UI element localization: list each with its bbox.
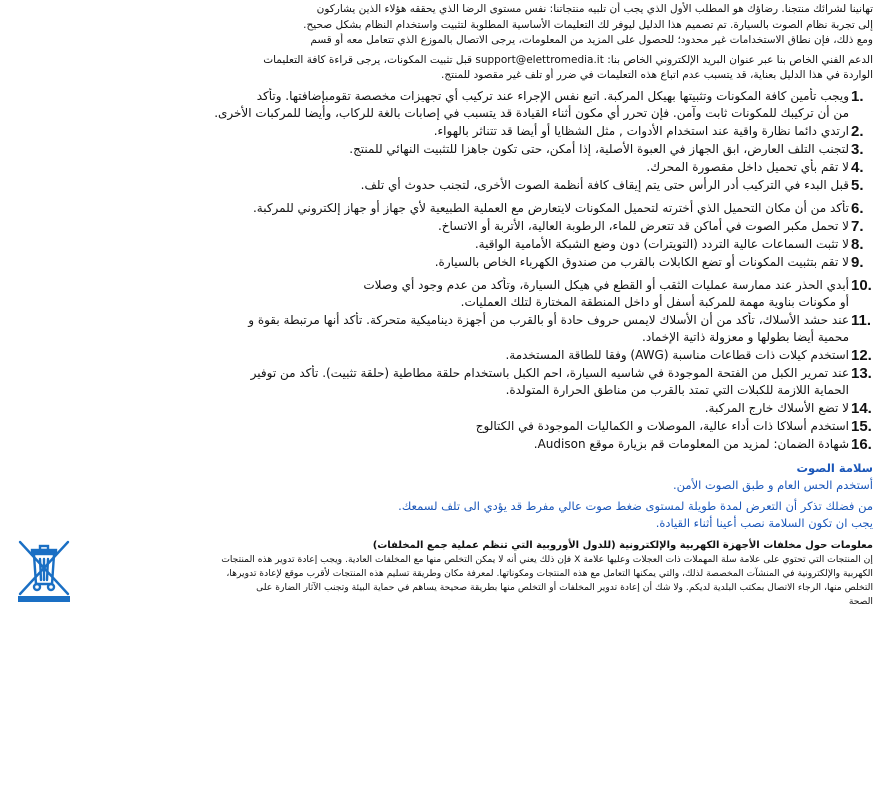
instruction-text	[10, 200, 849, 217]
instruction-number: 13.	[851, 364, 872, 382]
instruction-text	[10, 254, 849, 271]
instruction-line: لا تقم بتثبيت المكونات أو تضع الكابلات بالقرب من صندوق الكهرباء الخاص بالسيارة.	[434, 254, 849, 269]
instruction-item	[10, 365, 873, 399]
instruction-item	[10, 236, 873, 253]
weee-line: التخلص منها، الرجاء الاتصال بمكتب البلدية لديكم. ولا شك أن إعادة تدوير المخلفات أو التخلص منها بطريقة صحيحة يساهم في حماية البيئة وتجنب الآثار الضارة على	[256, 582, 873, 594]
instruction-line: قبل البدء في التركيب أدر الرأس حتى يتم إيقاف كافة أنظمة الصوت الأخرى، لتجنب حدوث أي تلف.	[360, 177, 849, 192]
instruction-number: 3.	[851, 140, 864, 158]
crossed-bin-icon	[10, 538, 78, 604]
instruction-line: لا تقم بأي تحميل داخل مقصورة المحرك.	[646, 159, 849, 174]
weee-text	[84, 538, 873, 610]
instruction-item	[10, 418, 873, 435]
instruction-line: عند حشد الأسلاك، تأكد من أن الأسلاك لايمس حروف حادة أو بالقرب من أجهزة ديناميكية متحركة. تأكد أنها مرتبطة بقوة و	[248, 312, 849, 327]
instruction-line: ويجب تأمين كافة المكونات وتثبيتها بهيكل المركبة. اتبع نفس الإجراء عند تركيب أي تجهيزات مخصصة تقومبإضافتها. وتأكد	[256, 88, 849, 103]
sound-safety-line: يجب ان تكون السلامة نصب أعينا أثناء القيادة.	[655, 515, 873, 530]
instruction-text	[10, 236, 849, 253]
instruction-text	[10, 400, 849, 417]
instruction-number: 12.	[851, 346, 872, 364]
instruction-item	[10, 218, 873, 235]
instruction-text	[10, 418, 849, 435]
intro-line: تهانينا لشرائك منتجنا. رضاؤك هو المطلب الأول الذي يجب أن تلبيه منتجاتنا: نفس مستوى الرضا الذي يحققه هؤلاء الذين يشاركون	[316, 3, 873, 15]
instruction-item	[10, 277, 873, 311]
instruction-line: لا تحمل مكبر الصوت في أماكن قد تتعرض للماء، الرطوبة العالية، الأتربة أو الاتساخ.	[437, 218, 849, 233]
instruction-text	[10, 123, 849, 140]
sound-safety-line: أستخدم الحس العام و طبق الصوت الأمن.	[673, 477, 873, 492]
instruction-text	[10, 218, 849, 235]
weee-line: الصحة	[848, 596, 873, 608]
instruction-text	[10, 177, 849, 194]
intro-section	[10, 2, 873, 84]
instruction-text	[10, 347, 849, 364]
instructions-list	[10, 88, 873, 453]
instruction-item	[10, 123, 873, 140]
instruction-number: 10.	[851, 276, 872, 294]
instruction-item	[10, 88, 873, 122]
intro-line: الواردة في هذا الدليل بعناية، قد يتسبب عدم اتباع هذه التعليمات في ضرر أو تلف غير مقصود للمنتج.	[441, 69, 873, 81]
instruction-line: شهادة الضمان: لمزيد من المعلومات قم بزيارة موقع Audison.	[533, 436, 849, 451]
instruction-line: تأكد من أن مكان التحميل الذي أخترته لتحميل المكونات لايتعارض مع العملية الطبيعية لأي جهاز أو جهاز إلكتروني للمركبة.	[252, 200, 849, 215]
instruction-item	[10, 436, 873, 453]
instruction-item	[10, 200, 873, 217]
instruction-number: 5.	[851, 176, 864, 194]
instruction-text	[10, 312, 849, 346]
instruction-number: 15.	[851, 417, 872, 435]
weee-line: إن المنتجات التي تحتوي على علامة سلة المهملات ذات العجلات وعليها علامة X فإن ذلك يعني أنه لا يمكن التخلص منها مع المخلفات العادية. ويجب إعادة تدوير هذه المنتجات	[221, 553, 873, 565]
instruction-line: عند تمرير الكبل من الفتحة الموجودة في شاسيه السيارة، احم الكبل باستخدام حلقة مطاطية (حلقة تثبيت). تأكد من توفير	[250, 365, 849, 380]
instruction-item	[10, 141, 873, 158]
instruction-number: 1.	[851, 87, 864, 105]
instruction-line: لا تضع الأسلاك خارج المركبة.	[704, 400, 849, 415]
instruction-item	[10, 159, 873, 176]
weee-line: الكهربية والإلكترونية في المنشآت المخصصة لذلك، والتي يمكنها التعامل مع هذه المنتجات ومكوناتها. لمعرفة مكان وطريقة تسليم هذه المنتجات لأقرب موقع لإعادة تدويرها،	[226, 567, 873, 579]
instruction-number: 16.	[851, 435, 872, 453]
instruction-text	[10, 277, 849, 311]
instruction-text	[10, 141, 849, 158]
weee-section	[10, 538, 873, 610]
instruction-number: 14.	[851, 399, 872, 417]
instruction-text	[10, 365, 849, 399]
instruction-line: أبدي الحذر عند ممارسة عمليات الثقب أو القطع في هيكل السيارة، وتأكد من عدم وجود أي وصلات	[363, 277, 849, 292]
instruction-number: 4.	[851, 158, 864, 176]
instruction-number: 6.	[851, 199, 864, 217]
sound-safety-section	[10, 460, 873, 532]
weee-heading: معلومات حول مخلفات الأجهزة الكهربية والإلكترونية (للدول الأوروبية التي تنظم عملية جمع المخلفات)	[372, 539, 873, 551]
instruction-text	[10, 436, 849, 453]
instruction-line: الحماية اللازمة للكبلات التي تمتد بالقرب من مناطق الحرارة المتولدة.	[505, 382, 849, 397]
instruction-line: استخدم أسلاكا ذات أداء عالية، الموصلات و الكماليات الموجودة في الكتالوج	[475, 418, 849, 433]
instruction-item	[10, 312, 873, 346]
sound-safety-title: سلامة الصوت	[796, 460, 873, 475]
instruction-item	[10, 254, 873, 271]
instruction-text	[10, 88, 849, 122]
instruction-line: من أن تركيبك للمكونات ثابت وآمن. فإن تحرر أي مكون أثناء القيادة قد يتسبب في إصابات بالغة للركاب، وأيضا للمركبات الأخرى.	[214, 105, 849, 120]
intro-line: إلى تجربة نظام الصوت بالسيارة. تم تصميم هذا الدليل ليوفر لك التعليمات الأساسية المطلوبة لتثبيت واستخدام النظام بشكل صحيح.	[303, 18, 873, 31]
instruction-item	[10, 177, 873, 194]
instruction-line: محمية أيضا بطولها و معزولة ذاتية الإخماد.	[642, 329, 849, 344]
instruction-number: 8.	[851, 235, 864, 253]
instruction-number: 7.	[851, 217, 864, 235]
instruction-text	[10, 159, 849, 176]
instruction-item	[10, 347, 873, 364]
instruction-number: 9.	[851, 253, 864, 271]
instruction-line: لا تثبت السماعات عالية التردد (التويترات) دون وضع الشبكة الأمامية الواقية.	[474, 236, 849, 251]
intro-line: ومع ذلك، فإن نطاق الاستخدامات غير محدود؛ للحصول على المزيد من المعلومات، يرجى الاتصال بالموزع الذي تتعامل معه أو قسم	[310, 34, 873, 46]
instruction-number: 2.	[851, 122, 864, 140]
instruction-line: أو مكونات بناوية مهمة للمركبة أسفل أو داخل المنطقة المختارة لتلك العمليات.	[460, 294, 849, 309]
instruction-line: استخدم كيلات ذات قطاعات مناسبة (AWG) وفقا للطاقة المستخدمة.	[505, 347, 849, 362]
sound-safety-line: من فضلك تذكر أن التعرض لمدة طويلة لمستوى ضغط صوت عالي مفرط قد يؤدي الى تلف لسمعك.	[398, 498, 873, 513]
instruction-line: ارتدي دائما نظارة واقية عند استخدام الأدوات , مثل الشظايا أو أيضا قد تتناثر بالهواء.	[433, 123, 849, 138]
instruction-line: لتجنب التلف العارض، ابق الجهاز في العبوة الأصلية، إذا أمكن، حتى تكون جاهزا للتثبيت النهائي للمنتج.	[349, 141, 849, 156]
instruction-item	[10, 400, 873, 417]
intro-line-support-email: الدعم الفني الخاص بنا عبر عنوان البريد الإلكتروني الخاص بنا: support@elettromedia.it قبل تثبيت المكونات، يرجى قراءة كافة التعليمات	[263, 53, 873, 66]
instruction-number: 11.	[851, 311, 872, 329]
